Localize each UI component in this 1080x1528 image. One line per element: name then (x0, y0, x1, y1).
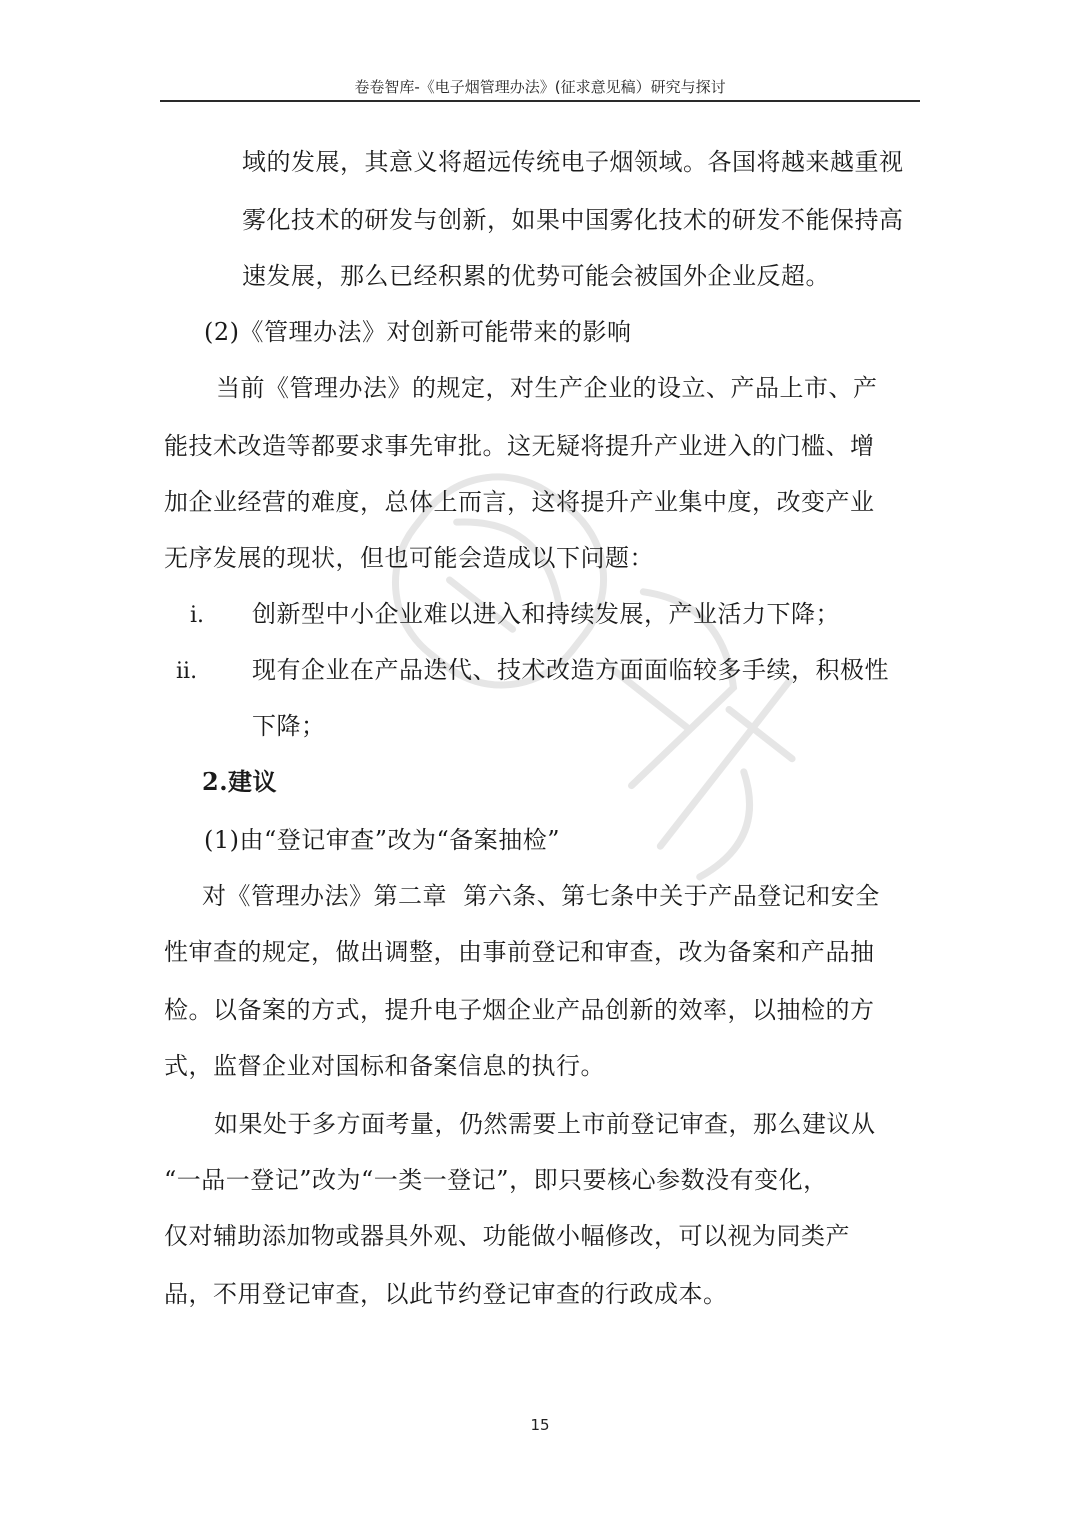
subheading: (1)由“登记审查”改为“备案抽检” (204, 826, 561, 854)
paragraph-line: 如果处于多方面考量，仍然需要上市前登记审查，那么建议从 (214, 1110, 876, 1138)
list-marker: ii. (176, 659, 198, 684)
paragraph-line: 性审查的规定，做出调整，由事前登记和审查，改为备案和产品抽 (164, 938, 875, 966)
paragraph-line: 式，监督企业对国标和备案信息的执行。 (164, 1052, 605, 1080)
paragraph-line: 品，不用登记审查，以此节约登记审查的行政成本。 (164, 1280, 728, 1308)
paragraph-line: 雾化技术的研发与创新，如果中国雾化技术的研发不能保持高 (242, 206, 904, 234)
paragraph-line: 无序发展的现状，但也可能会造成以下问题： (164, 544, 654, 572)
list-item-text: 下降； (252, 712, 326, 740)
watermark-logo (270, 430, 830, 1090)
list-item-text: 创新型中小企业难以进入和持续发展，产业活力下降； (252, 600, 840, 628)
page-number: 15 (530, 1416, 550, 1434)
paragraph-line: 检。以备案的方式，提升电子烟企业产品创新的效率，以抽检的方 (164, 996, 875, 1024)
paragraph-line: 能技术改造等都要求事先审批。这无疑将提升产业进入的门槛、增 (164, 432, 875, 460)
list-item-text: 现有企业在产品迭代、技术改造方面面临较多手续，积极性 (252, 656, 889, 684)
paragraph-line: 当前《管理办法》的规定，对生产企业的设立、产品上市、产 (216, 374, 878, 402)
page-header-title: 卷卷智库-《电子烟管理办法》(征求意见稿）研究与探讨 (354, 78, 726, 96)
subheading: (2)《管理办法》对创新可能带来的影响 (204, 318, 632, 346)
paragraph-line: 加企业经营的难度，总体上而言，这将提升产业集中度，改变产业 (164, 488, 875, 516)
paragraph-line: 对《管理办法》第二章 第六条、第七条中关于产品登记和安全 (202, 882, 880, 910)
paragraph-line: 仅对辅助添加物或器具外观、功能做小幅修改，可以视为同类产 (164, 1222, 850, 1250)
header-divider (160, 100, 920, 102)
section-heading: 2.建议 (202, 767, 278, 796)
paragraph-line: 域的发展，其意义将超远传统电子烟领域。各国将越来越重视 (242, 148, 904, 176)
paragraph-line: “一品一登记”改为“一类一登记”，即只要核心参数没有变化， (164, 1166, 828, 1194)
list-marker: i. (190, 603, 205, 628)
paragraph-line: 速发展，那么已经积累的优势可能会被国外企业反超。 (242, 262, 830, 290)
